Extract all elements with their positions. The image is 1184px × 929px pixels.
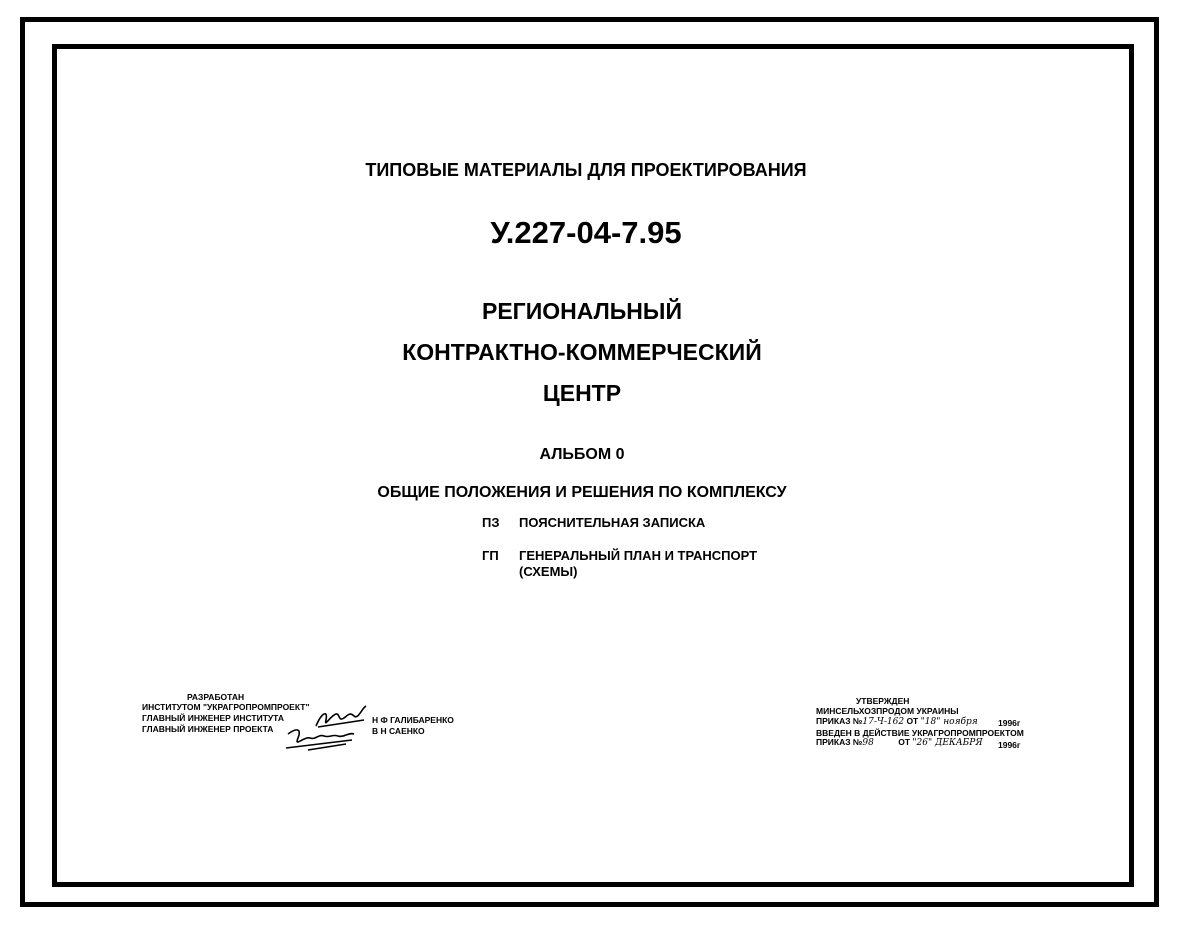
- order2-line: [816, 738, 983, 749]
- chief-engineer-institute-name: Н Ф ГАЛИБАРЕНКО: [372, 715, 454, 725]
- item-text-gp-line2: (СХЕМЫ): [519, 564, 578, 579]
- chief-engineer-project-name: В Н САЕНКО: [372, 726, 425, 736]
- approved-enacted: ВВЕДЕН В ДЕЙСТВИЕ УКРАГРОПРОМПРОЕКТОМ: [816, 728, 1024, 738]
- title-line-3: ЦЕНТР: [542, 380, 622, 406]
- developed-heading: РАЗРАБОТАН: [187, 692, 245, 702]
- title-line-2: КОНТРАКТНО-КОММЕРЧЕСКИЙ: [402, 339, 762, 365]
- album-label: АЛЬБОМ 0: [539, 446, 625, 463]
- signatures: [278, 700, 373, 756]
- order1-prefix: ПРИКАЗ №: [816, 716, 863, 726]
- order1-line: [816, 717, 978, 728]
- approved-ministry: МИНСЕЛЬХОЗПРОДОМ УКРАИНЫ: [816, 706, 959, 716]
- series-title: ТИПОВЫЕ МАТЕРИАЛЫ ДЛЯ ПРОЕКТИРОВАНИЯ: [365, 160, 807, 180]
- order1-date: "18" ноября: [920, 717, 978, 727]
- order1-number: 17-Ч-162: [862, 717, 905, 727]
- order2-prefix: ПРИКАЗ №: [816, 737, 863, 747]
- order2-number: 98: [862, 738, 874, 748]
- item-text-pz: ПОЯСНИТЕЛЬНАЯ ЗАПИСКА: [519, 515, 706, 530]
- item-code-gp: ГП: [482, 548, 499, 563]
- chief-engineer-institute-label: ГЛАВНЫЙ ИНЖЕНЕР ИНСТИТУТА: [142, 713, 284, 723]
- order1-from: ОТ: [906, 716, 919, 726]
- chief-engineer-project-label: ГЛАВНЫЙ ИНЖЕНЕР ПРОЕКТА: [142, 724, 274, 734]
- album-subtitle: ОБЩИЕ ПОЛОЖЕНИЯ И РЕШЕНИЯ ПО КОМПЛЕКСУ: [377, 484, 787, 501]
- approved-heading: УТВЕРЖДЕН: [856, 696, 910, 706]
- order2-from: ОТ: [898, 737, 911, 747]
- item-code-pz: ПЗ: [482, 515, 500, 530]
- document-code: У.227-04-7.95: [490, 215, 682, 250]
- order2-date: "26" ДЕКАБРЯ: [912, 738, 983, 748]
- developed-institute: ИНСТИТУТОМ "УКРАГРОПРОМПРОЕКТ": [142, 702, 310, 712]
- item-text-gp: ГЕНЕРАЛЬНЫЙ ПЛАН И ТРАНСПОРТ: [519, 548, 758, 563]
- order2-year: 1996г: [998, 740, 1021, 750]
- title-line-1: РЕГИОНАЛЬНЫЙ: [482, 298, 682, 324]
- order1-year: 1996г: [998, 718, 1021, 728]
